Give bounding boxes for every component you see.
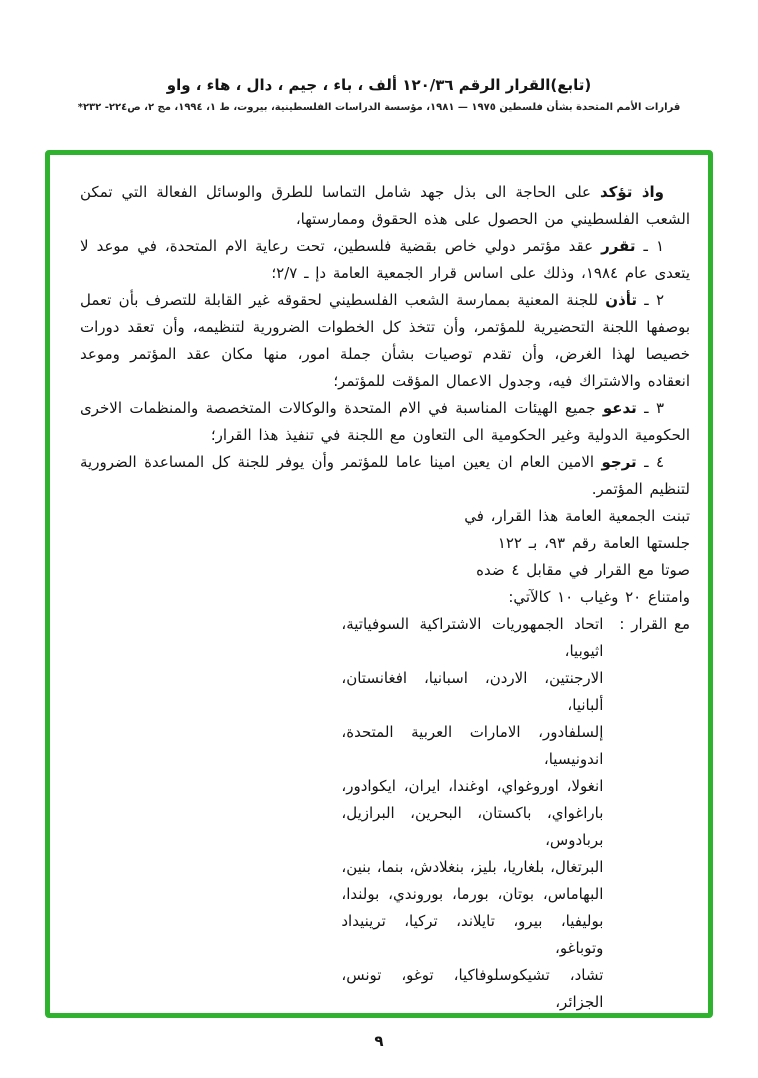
vote-result xyxy=(80,611,690,1018)
preamble-text: على الحاجة الى بذل جهد شامل التماسا للطرق والوسائل الفعالة التي تمكن الشعب الفلسطيني من الحصول على هذه الحقوق وممارستها، xyxy=(80,183,690,228)
resolution-title: (تابع)القرار الرقم ١٢٠/٣٦ ألف ، باء ، جيم ، دال ، هاء ، واو xyxy=(166,76,592,94)
clause-4-number: ٤ ـ xyxy=(636,453,664,471)
vote-country-line: اتحاد الجمهوريات الاشتراكية السوفياتية، اثيوبيا، xyxy=(341,615,604,660)
clause-2-number: ٢ ـ xyxy=(637,291,664,309)
vote-country-line: البهاماس، بوتان، بورما، بوروندي، بولندا، xyxy=(341,885,604,903)
vote-label: مع القرار : xyxy=(619,615,690,633)
vote-country-line: باراغواي، باكستان، البحرين، البرازيل، بربادوس، xyxy=(341,804,604,849)
vote-country-line: بوليفيا، بيرو، تايلاند، تركيا، ترينيداد وتوباغو، xyxy=(341,912,604,957)
preamble-paragraph xyxy=(80,179,690,233)
vote-country-line: تشاد، تشيكوسلوفاكيا، توغو، تونس، الجزائر، xyxy=(341,966,604,1011)
vote-country-line xyxy=(341,1016,603,1018)
vote-country-list xyxy=(341,611,603,1018)
clause-3-number: ٣ ـ xyxy=(636,399,664,417)
adoption-note xyxy=(80,503,690,611)
content-frame xyxy=(45,150,713,1018)
page-number: ٩ xyxy=(374,1032,384,1050)
clause-1 xyxy=(80,233,690,287)
clause-1-text: عقد مؤتمر دولي خاص بقضية فلسطين، تحت رعاية الام المتحدة، في موعد لا يتعدى عام ١٩٨٤، وذلك على اساس قرار الجمعية العامة دإ ـ ٢/٧؛ xyxy=(80,237,690,282)
adoption-line: جلستها العامة رقم ٩٣، بـ ١٢٢ xyxy=(497,534,690,552)
adoption-line: وامتناع ٢٠ وغياب ١٠ كالآتي: xyxy=(508,588,690,606)
clause-3-lead: تدعو xyxy=(602,399,637,417)
clause-2 xyxy=(80,287,690,395)
clause-4 xyxy=(80,449,690,503)
clause-1-lead: تقرر xyxy=(601,237,636,255)
clause-4-text: الامين العام ان يعين امينا عاما للمؤتمر وأن يوفر للجنة كل المساعدة الضرورية لتنظيم المؤتمر. xyxy=(80,453,690,498)
vote-country-line: الارجنتين، الاردن، اسبانيا، افغانستان، ألبانيا، xyxy=(341,669,604,714)
adoption-line: صوتا مع القرار في مقابل ٤ ضده xyxy=(476,561,690,579)
preamble-lead: واذ تؤكد xyxy=(599,183,664,201)
clause-3 xyxy=(80,395,690,449)
clause-1-number: ١ ـ xyxy=(635,237,664,255)
source-citation: قرارات الأمم المتحدة بشأن فلسطين ١٩٧٥ — ١٩٨١، مؤسسة الدراسات الفلسطينية، بيروت، ط ١، ١٩٩٤، مج ٢، ص٢٢٤- ٢٣٢* xyxy=(77,102,681,113)
clause-2-text: للجنة المعنية بممارسة الشعب الفلسطيني لحقوقه غير القابلة للتصرف بأن تعمل بوصفها اللجنة التحضيرية للمؤتمر، وأن تتخذ كل الخطوات الضرورية لتنظيمه، وأن تعقد دورات خصيصا لهذا الغرض، وأن تقدم توصيات بشأن جملة امور، منها مكان عقد المؤتمر وموعد انعقاده والاشتراك فيه، وجدول الاعمال المؤقت للمؤتمر؛ xyxy=(80,291,690,390)
vote-country-line: إلسلفادور، الامارات العربية المتحدة، اندونيسيا، xyxy=(341,723,604,768)
vote-country-line: انغولا، اوروغواي، اوغندا، ايران، ايكوادور، xyxy=(341,777,604,795)
clause-3-text: جميع الهيئات المناسبة في الام المتحدة والوكالات المتخصصة والمنظمات الاخرى الحكومية الدولية وغير الحكومية الى التعاون مع اللجنة في تنفيذ هذا القرار؛ xyxy=(80,399,690,444)
clause-2-lead: تأذن xyxy=(605,291,638,309)
adoption-line: تبنت الجمعية العامة هذا القرار، في xyxy=(464,507,690,525)
clause-4-lead: ترجو xyxy=(601,453,637,471)
vote-country-line: البرتغال، بلغاريا، بليز، بنغلادش، بنما، بنين، xyxy=(341,858,604,876)
